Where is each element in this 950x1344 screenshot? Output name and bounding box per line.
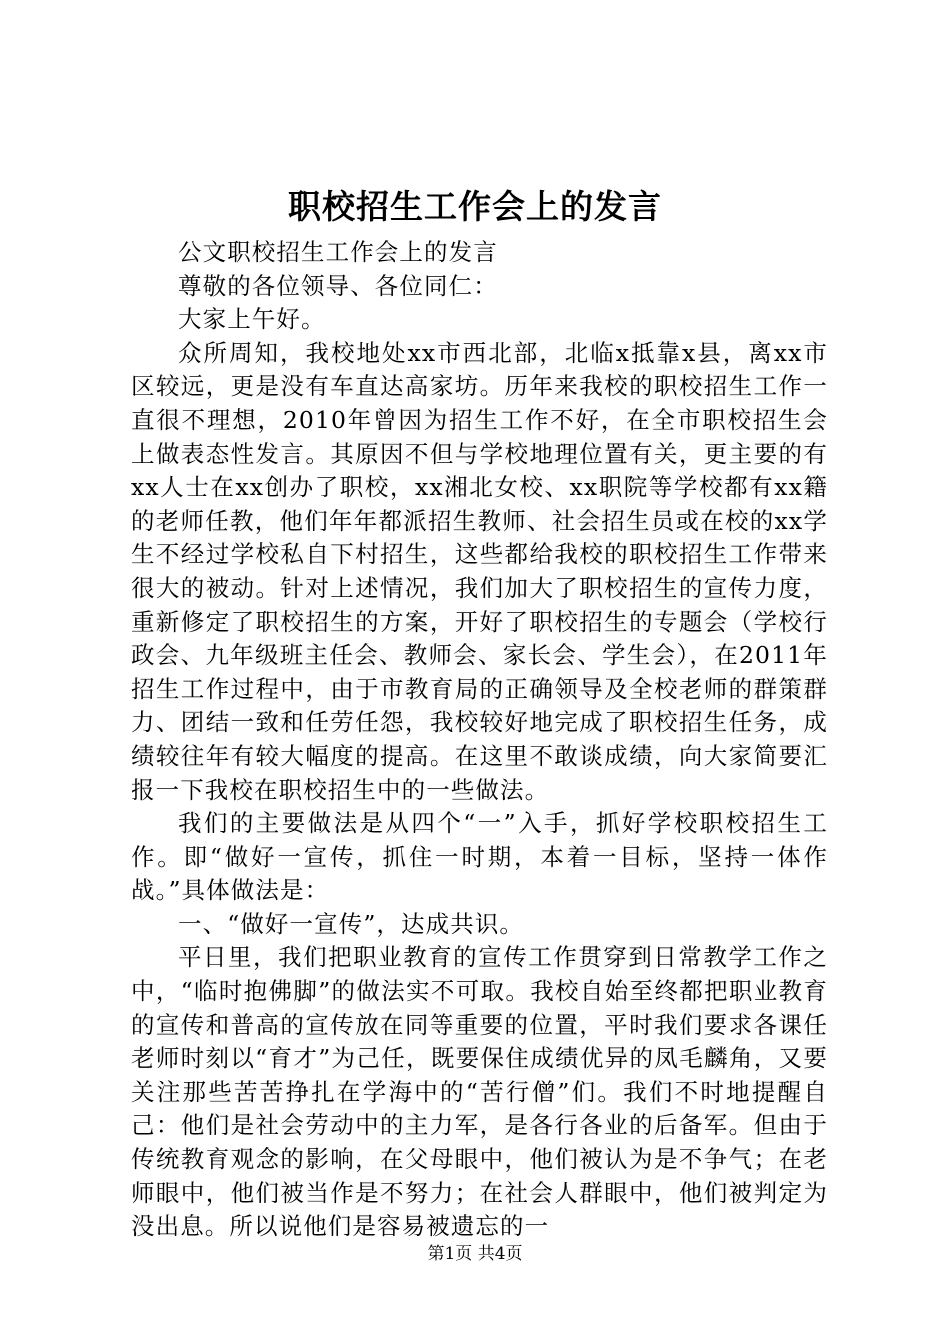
document-body — [131, 236, 828, 1244]
page-footer: 第1页 共4页 — [427, 1244, 523, 1264]
paragraph-doc-type: 公文职校招生工作会上的发言 — [178, 238, 498, 266]
paragraph-section-heading: 一、“做好一宣传”，达成共识。 — [178, 909, 525, 938]
document-title: 职校招生工作会上的发言 — [288, 187, 662, 226]
paragraph-main-approach: 我们的主要做法是从四个“一”入手，抓好学校职校招生工作。即“做好一宣传，抓住一时期，本着一目标，坚持一体作战。”具体做法是： — [131, 809, 828, 905]
paragraph-salutation: 尊敬的各位领导、各位同仁： — [178, 271, 498, 300]
paragraph-publicity: 平日里，我们把职业教育的宣传工作贯穿到日常教学工作之中，“临时抱佛脚”的做法实不可取。我校自始至终都把职业教育的宣传和普高的宣传放在同等重要的位置，平时我们要求各课任老师时刻以“育才”为己任，既要保住成绩优异的凤毛麟角，又要关注那些苦苦挣扎在学海中的“苦行僧”们。我们不时地提醒自己：他们是社会劳动中的主力军，是各行各业的后备军。但由于传统教育观念的影响，在父母眼中，他们被认为是不争气；在老师眼中，他们被当作是不努力；在社会人群眼中，他们被判定为没出息。所以说他们是容易被遗忘的一 — [131, 943, 828, 1241]
paragraph-greeting: 大家上午好。 — [178, 305, 326, 334]
paragraph-background: 众所周知，我校地处xx市西北部，北临x抵靠x县，离xx市区较远，更是没有车直达高家坊。历年来我校的职校招生工作一直很不理想，2010年曾因为招生工作不好，在全市职校招生会上做表态性发言。其原因不但与学校地理位置有关，更主要的有xx人士在xx创办了职校，xx湘北女校、xx职院等学校都有xx籍的老师任教，他们年年都派招生教师、社会招生员或在校的xx学生不经过学校私自下村招生，这些都给我校的职校招生工作带来很大的被动。针对上述情况，我们加大了职校招生的宣传力度，重新修定了职校招生的方案，开好了职校招生的专题会（学校行政会、九年级班主任会、教师会、家长会、学生会），在2011年招生工作过程中，由于市教育局的正确领导及全校老师的群策群力、团结一致和任劳任怨，我校较好地完成了职校招生任务，成绩较往年有较大幅度的提高。在这里不敢谈成绩，向大家简要汇报一下我校在职校招生中的一些做法。 — [131, 338, 828, 804]
